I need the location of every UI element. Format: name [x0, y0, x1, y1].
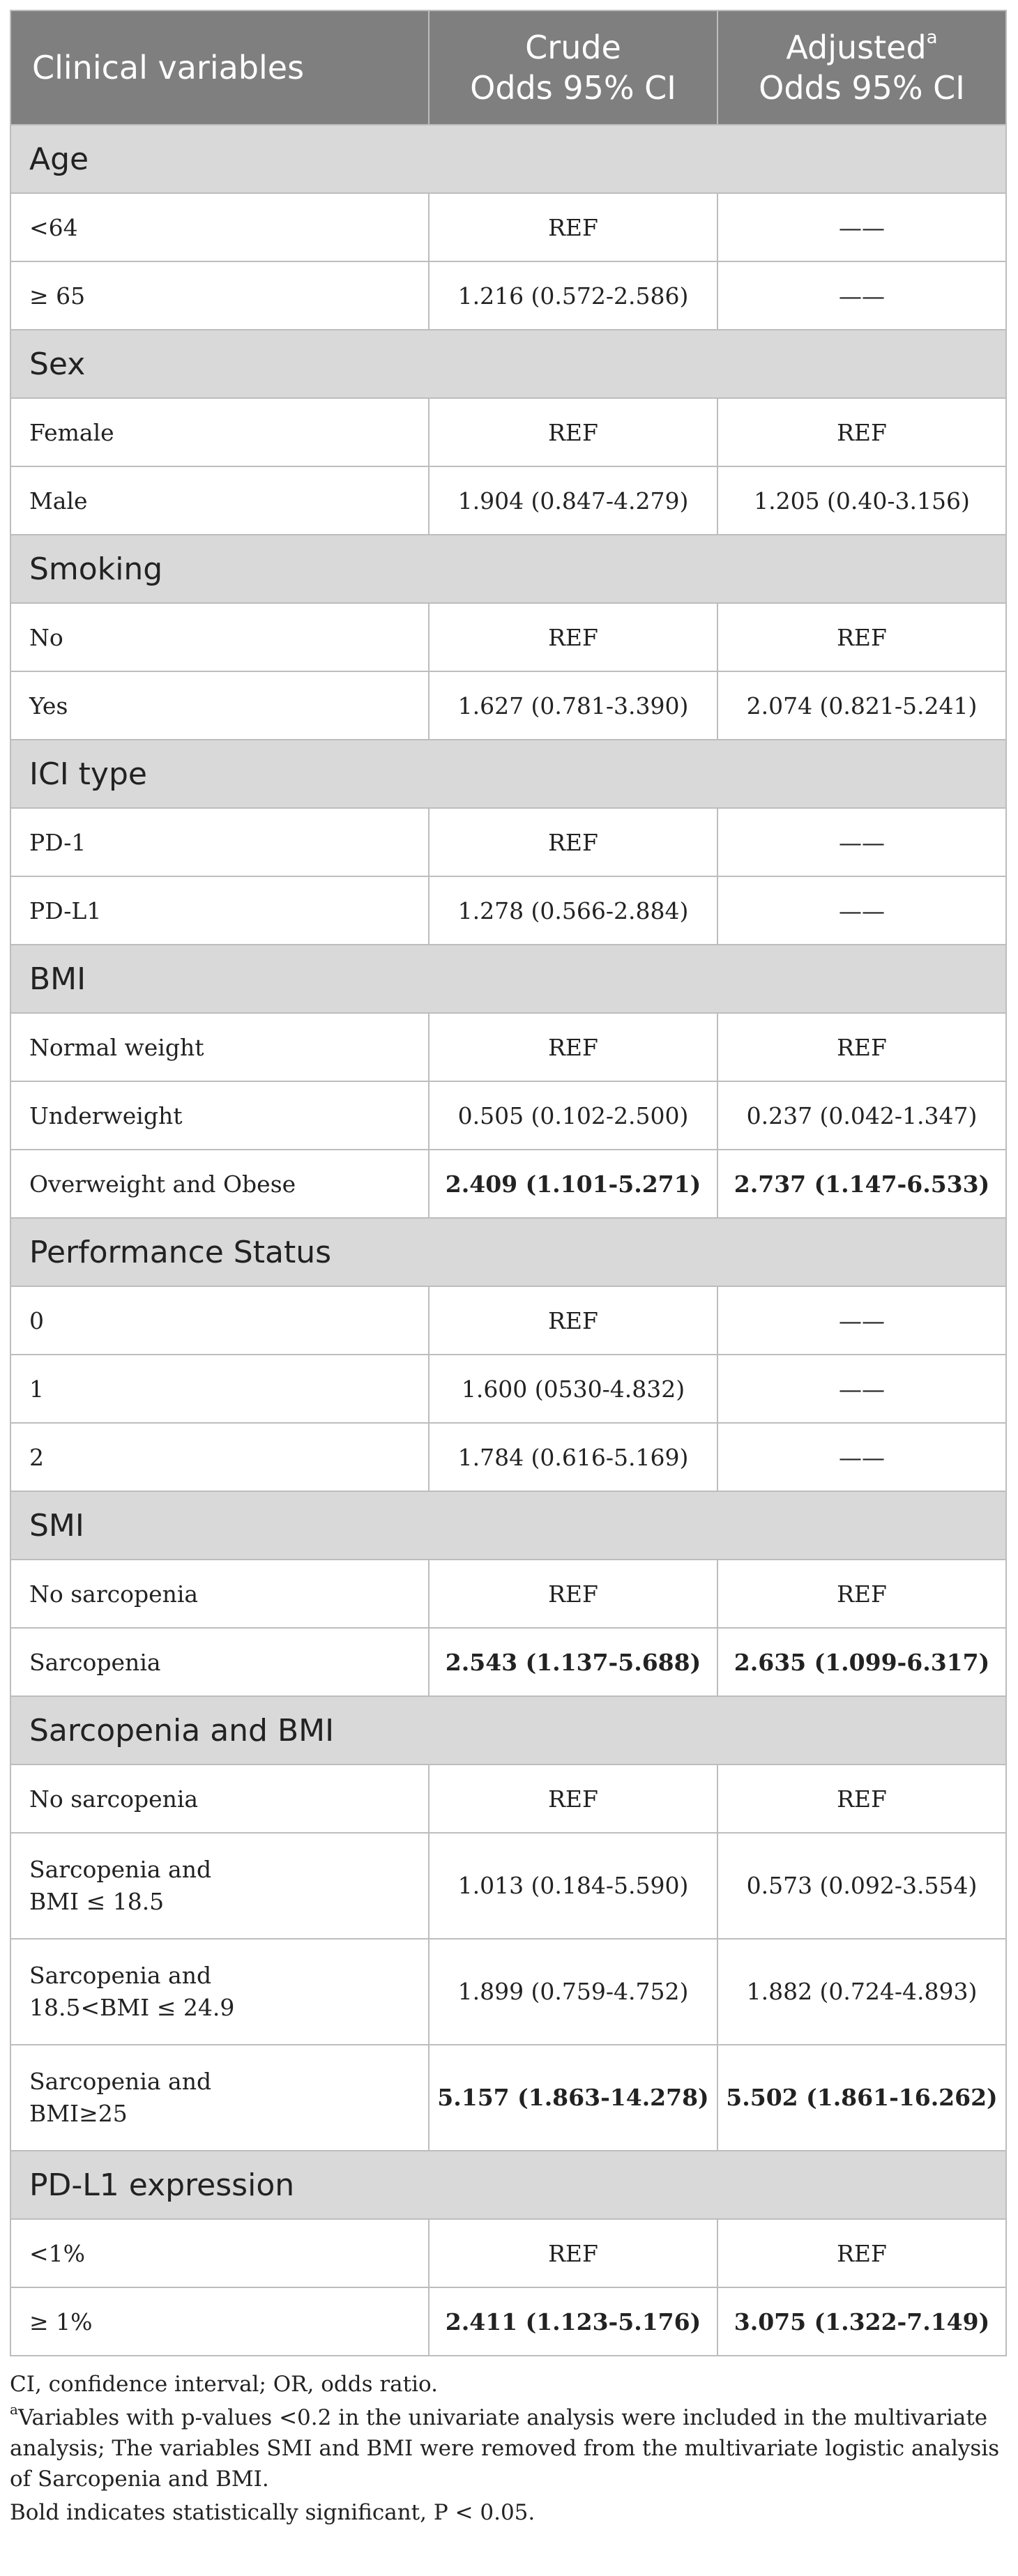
row-label: No sarcopenia [10, 1765, 429, 1833]
crude-value: 1.627 (0.781-3.390) [429, 671, 717, 740]
header-crude [429, 10, 717, 125]
row-label-line2: BMI≥25 [29, 2100, 128, 2127]
table-row [10, 1560, 1006, 1628]
row-label: Normal weight [10, 1013, 429, 1081]
adjusted-value: —— [717, 1423, 1006, 1491]
adjusted-value: 1.205 (0.40-3.156) [717, 466, 1006, 535]
section-pdl1-expression [10, 2151, 1006, 2219]
crude-value: REF [429, 1765, 717, 1833]
crude-value: 0.505 (0.102-2.500) [429, 1081, 717, 1150]
header-adjusted-line1: Adjusted [786, 29, 927, 66]
crude-value: REF [429, 1286, 717, 1355]
table-row [10, 1423, 1006, 1491]
adjusted-value: —— [717, 876, 1006, 945]
footnote-a-text: Variables with p-values <0.2 in the univariate analysis were included in the multivariate analysis; The variables SMI and BMI were removed from the multivariate logistic analysis of Sarcopenia and BMI. [10, 2405, 1000, 2492]
footnote-a [10, 2402, 1005, 2494]
table-row [10, 808, 1006, 876]
adjusted-value: REF [717, 2219, 1006, 2287]
crude-value: 1.216 (0.572-2.586) [429, 261, 717, 330]
section-smi [10, 1491, 1006, 1560]
section-title: Smoking [10, 535, 1006, 603]
section-title: Age [10, 125, 1006, 193]
table-container [10, 10, 1005, 2531]
adjusted-value: REF [717, 1560, 1006, 1628]
adjusted-value: —— [717, 261, 1006, 330]
table-row [10, 193, 1006, 261]
row-label: ≥ 65 [10, 261, 429, 330]
row-label: 1 [10, 1355, 429, 1423]
table-row [10, 1939, 1006, 2045]
header-adjusted-line2: Odds 95% CI [759, 69, 965, 107]
row-label: <1% [10, 2219, 429, 2287]
row-label: 0 [10, 1286, 429, 1355]
row-label-line2: 18.5<BMI ≤ 24.9 [29, 1994, 235, 2021]
section-title: PD-L1 expression [10, 2151, 1006, 2219]
section-smoking [10, 535, 1006, 603]
adjusted-value: REF [717, 398, 1006, 466]
table-row [10, 1355, 1006, 1423]
section-title: Sex [10, 330, 1006, 398]
crude-value: 1.904 (0.847-4.279) [429, 466, 717, 535]
footnote-abbreviations: CI, confidence interval; OR, odds ratio. [10, 2372, 438, 2397]
odds-ratio-table [10, 10, 1007, 2356]
adjusted-value: —— [717, 193, 1006, 261]
row-label: Sarcopenia [10, 1628, 429, 1696]
header-clinical-variables: Clinical variables [10, 10, 429, 125]
row-label: PD-1 [10, 808, 429, 876]
section-title: BMI [10, 945, 1006, 1013]
adjusted-value: 1.882 (0.724-4.893) [717, 1939, 1006, 2045]
adjusted-value: 0.237 (0.042-1.347) [717, 1081, 1006, 1150]
table-row [10, 398, 1006, 466]
crude-value: REF [429, 1013, 717, 1081]
row-label: Underweight [10, 1081, 429, 1150]
adjusted-value: —— [717, 1355, 1006, 1423]
crude-value: 1.899 (0.759-4.752) [429, 1939, 717, 2045]
row-label: No [10, 603, 429, 671]
crude-value: 1.600 (0530-4.832) [429, 1355, 717, 1423]
row-label [10, 2045, 429, 2151]
row-label-line2: BMI ≤ 18.5 [29, 1888, 165, 1915]
crude-value: 1.784 (0.616-5.169) [429, 1423, 717, 1491]
section-title: Sarcopenia and BMI [10, 1696, 1006, 1765]
row-label: ≥ 1% [10, 2287, 429, 2356]
header-adjusted-superscript: a [926, 26, 938, 48]
row-label: Female [10, 398, 429, 466]
table-row [10, 1150, 1006, 1218]
header-crude-line1: Crude [525, 29, 621, 66]
crude-value-significant: 2.543 (1.137-5.688) [429, 1628, 717, 1696]
section-ici-type [10, 740, 1006, 808]
table-footnotes [10, 2369, 1005, 2528]
table-row [10, 1833, 1006, 1939]
section-title: ICI type [10, 740, 1006, 808]
table-row [10, 2045, 1006, 2151]
row-label: <64 [10, 193, 429, 261]
adjusted-value-significant: 3.075 (1.322-7.149) [717, 2287, 1006, 2356]
row-label-line1: Sarcopenia and [29, 1962, 212, 1989]
table-row [10, 2287, 1006, 2356]
row-label: Male [10, 466, 429, 535]
adjusted-value: REF [717, 1765, 1006, 1833]
adjusted-value: 2.074 (0.821-5.241) [717, 671, 1006, 740]
adjusted-value: —— [717, 1286, 1006, 1355]
table-header [10, 10, 1006, 125]
table-row [10, 1081, 1006, 1150]
adjusted-value-significant: 2.635 (1.099-6.317) [717, 1628, 1006, 1696]
section-bmi [10, 945, 1006, 1013]
table-row [10, 671, 1006, 740]
table-row [10, 603, 1006, 671]
section-sex [10, 330, 1006, 398]
table-row [10, 1628, 1006, 1696]
adjusted-value: 0.573 (0.092-3.554) [717, 1833, 1006, 1939]
crude-value: 1.278 (0.566-2.884) [429, 876, 717, 945]
table-row [10, 1286, 1006, 1355]
crude-value: REF [429, 603, 717, 671]
footnote-a-marker: a [10, 2400, 18, 2418]
crude-value: REF [429, 193, 717, 261]
header-crude-line2: Odds 95% CI [470, 69, 676, 107]
crude-value-significant: 5.157 (1.863-14.278) [429, 2045, 717, 2151]
crude-value: REF [429, 398, 717, 466]
footnote-bold: Bold indicates statistically significant, P < 0.05. [10, 2500, 535, 2525]
section-sarcopenia-bmi [10, 1696, 1006, 1765]
adjusted-value: —— [717, 808, 1006, 876]
adjusted-value: REF [717, 603, 1006, 671]
header-adjusted [717, 10, 1006, 125]
row-label [10, 1939, 429, 2045]
table-row [10, 466, 1006, 535]
adjusted-value-significant: 2.737 (1.147-6.533) [717, 1150, 1006, 1218]
row-label [10, 1833, 429, 1939]
crude-value-significant: 2.409 (1.101-5.271) [429, 1150, 717, 1218]
row-label: No sarcopenia [10, 1560, 429, 1628]
table-row [10, 1013, 1006, 1081]
crude-value: REF [429, 808, 717, 876]
row-label-line1: Sarcopenia and [29, 2068, 212, 2095]
crude-value: REF [429, 1560, 717, 1628]
crude-value-significant: 2.411 (1.123-5.176) [429, 2287, 717, 2356]
adjusted-value: REF [717, 1013, 1006, 1081]
table-row [10, 876, 1006, 945]
section-performance-status [10, 1218, 1006, 1286]
row-label: Overweight and Obese [10, 1150, 429, 1218]
adjusted-value-significant: 5.502 (1.861-16.262) [717, 2045, 1006, 2151]
table-row [10, 261, 1006, 330]
row-label: 2 [10, 1423, 429, 1491]
section-age [10, 125, 1006, 193]
table-row [10, 1765, 1006, 1833]
row-label: Yes [10, 671, 429, 740]
row-label-line1: Sarcopenia and [29, 1856, 212, 1883]
section-title: Performance Status [10, 1218, 1006, 1286]
section-title: SMI [10, 1491, 1006, 1560]
crude-value: REF [429, 2219, 717, 2287]
row-label: PD-L1 [10, 876, 429, 945]
crude-value: 1.013 (0.184-5.590) [429, 1833, 717, 1939]
table-row [10, 2219, 1006, 2287]
